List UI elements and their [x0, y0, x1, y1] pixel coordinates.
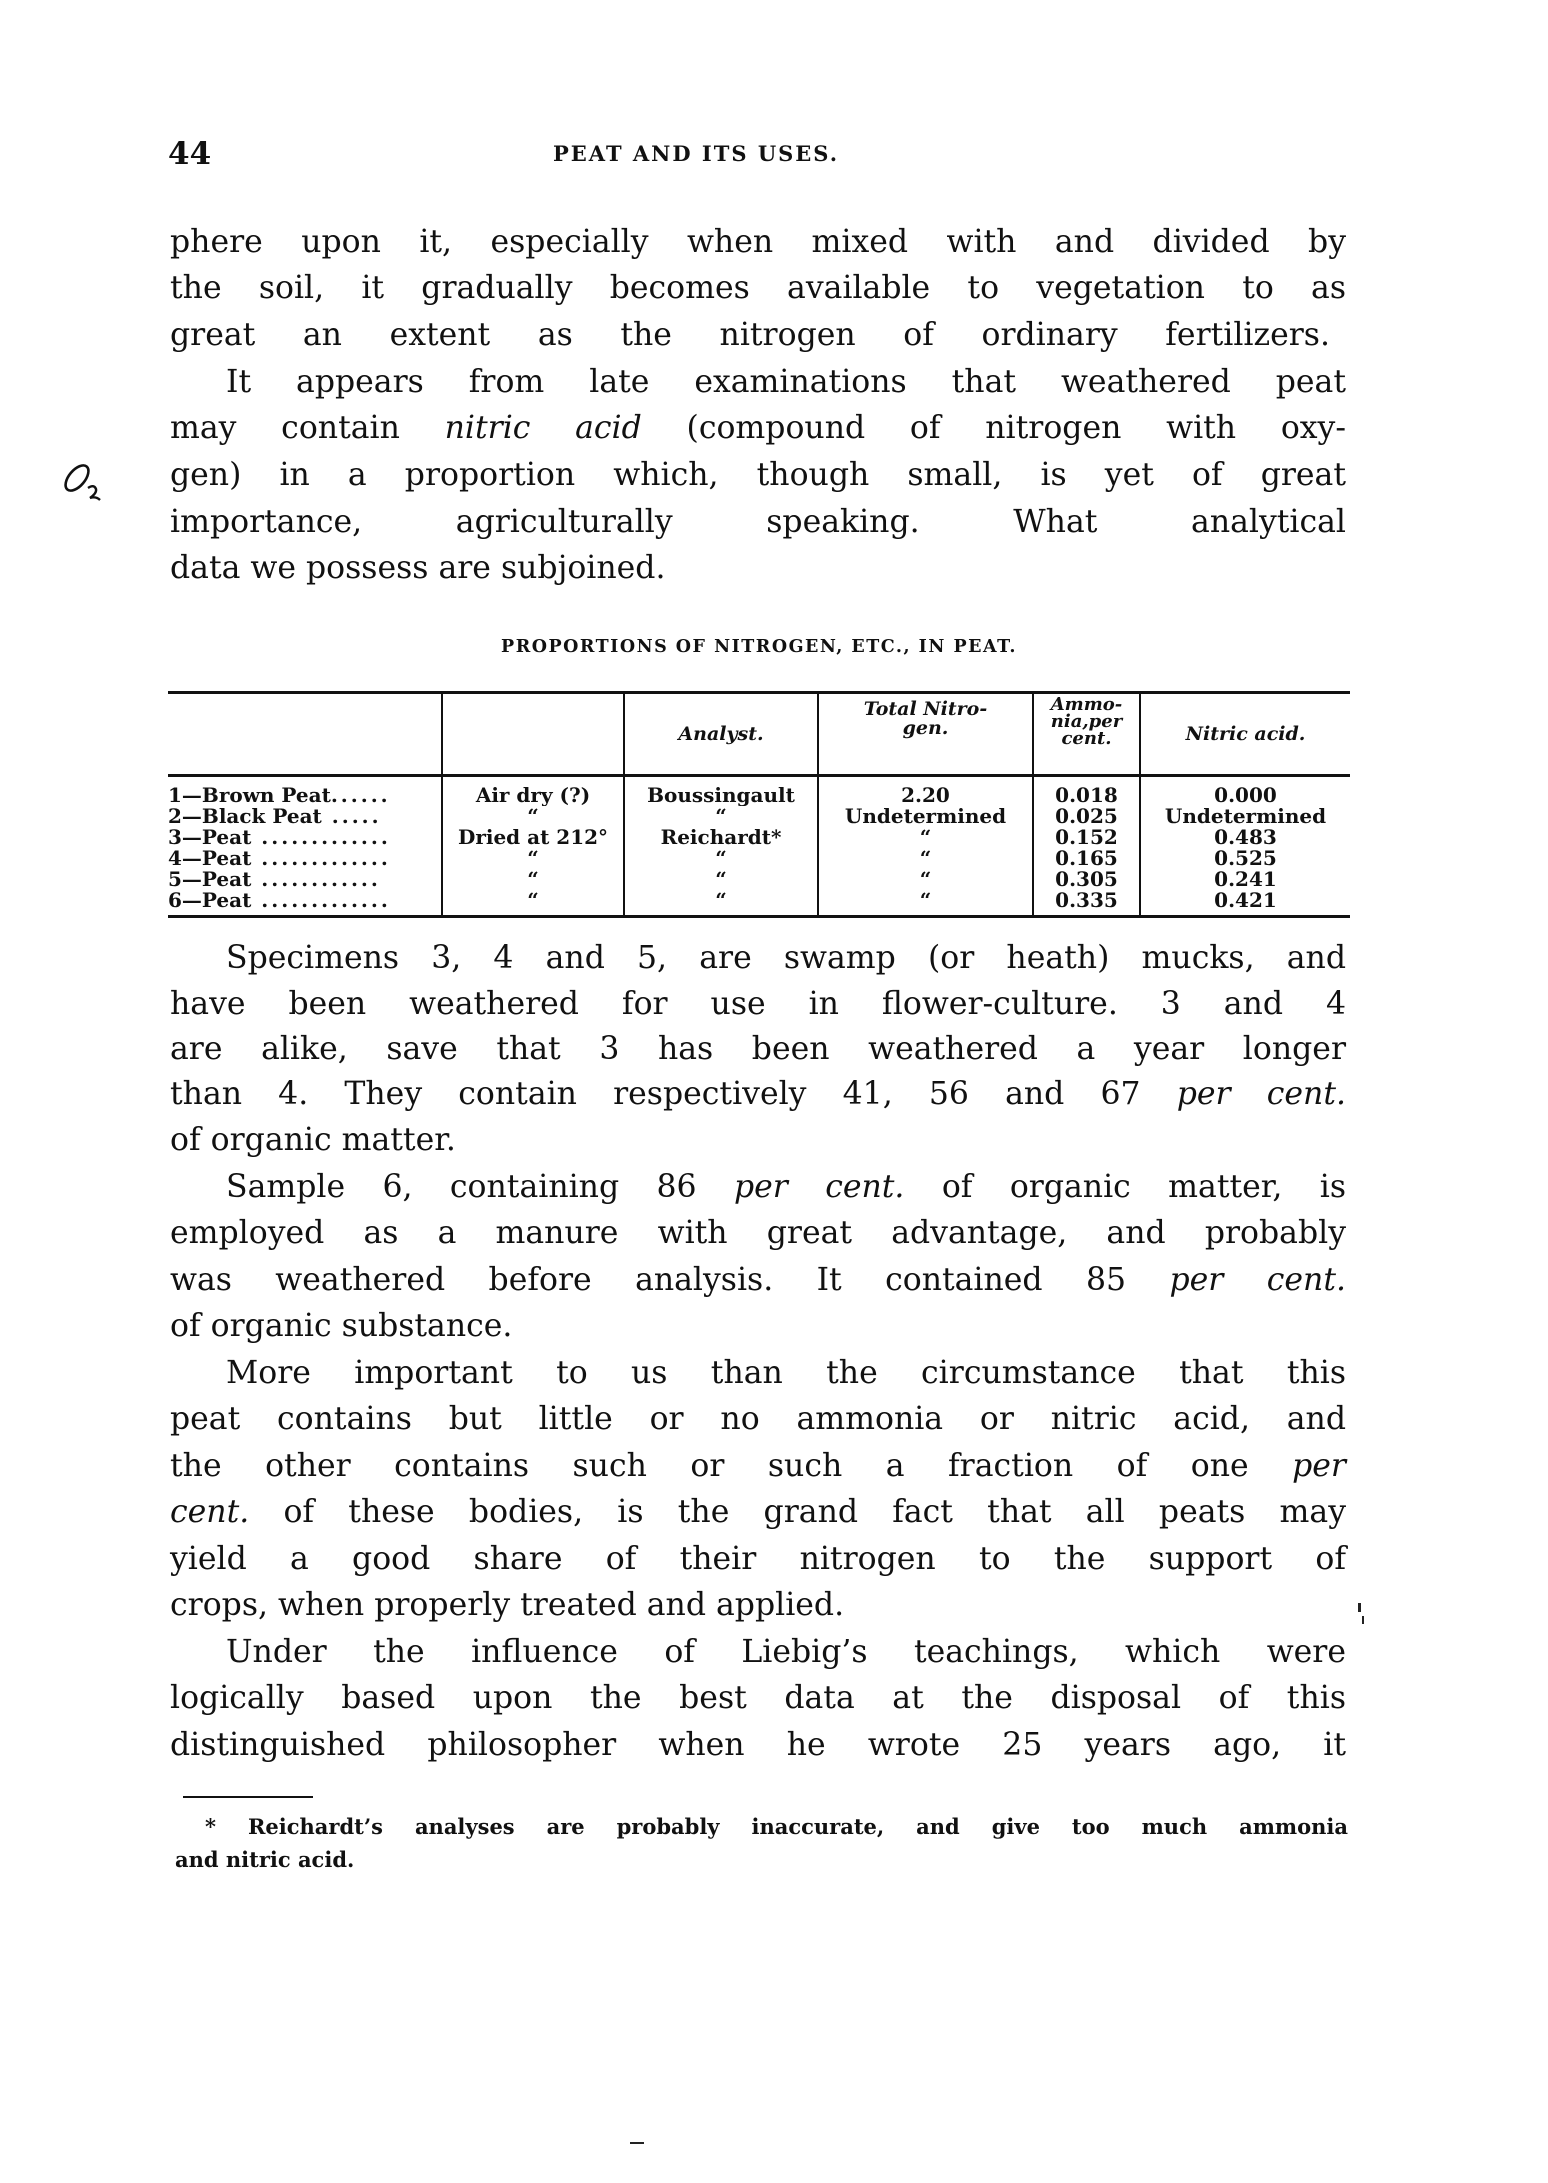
text-line: are alike, save that 3 has been weathered a year longer	[170, 1031, 1346, 1067]
analyst-cell: Boussingault	[624, 776, 818, 807]
text-line: great an extent as the nitrogen of ordinary fertilizers.	[170, 317, 1330, 353]
nitric-acid-cell: Undetermined	[1140, 806, 1350, 827]
text-line: Specimens 3, 4 and 5, are swamp (or heath) mucks, and	[226, 940, 1346, 976]
nitric-acid-cell: 0.421	[1140, 890, 1350, 917]
text-line: the soil, it gradually becomes available to vegetation to as	[170, 270, 1346, 306]
table-row	[168, 827, 1350, 848]
table-title: PROPORTIONS OF NITROGEN, ETC., IN PEAT.	[501, 637, 1017, 657]
total-nitrogen-cell: “	[818, 848, 1033, 869]
total-nitrogen-cell: “	[818, 890, 1033, 917]
table-row	[168, 848, 1350, 869]
header-total-nitrogen	[818, 693, 1033, 776]
dot-leader: .....	[321, 806, 382, 827]
ammonia-cell: 0.335	[1033, 890, 1140, 917]
analyst-cell: “	[624, 890, 818, 917]
text-line: may contain nitric acid (compound of nitrogen with oxy-	[170, 410, 1346, 446]
table-row	[168, 806, 1350, 827]
text-line: have been weathered for use in flower-culture. 3 and 4	[170, 986, 1346, 1022]
sample-cell	[168, 827, 442, 848]
text-line: It appears from late examinations that weathered peat	[226, 364, 1346, 400]
header-line: Ammo-	[1050, 694, 1123, 715]
sample-label: 3—Peat	[168, 827, 252, 848]
ammonia-cell: 0.018	[1033, 776, 1140, 807]
nitric-acid-cell: 0.241	[1140, 869, 1350, 890]
text-line: crops, when properly treated and applied.	[170, 1587, 845, 1623]
text-line: than 4. They contain respectively 41, 56 and 67 per cent.	[170, 1076, 1346, 1112]
footnote-line: * Reichardt’s analyses are probably inaccurate, and give too much ammonia	[205, 1814, 1348, 1839]
nitric-acid-cell: 0.483	[1140, 827, 1350, 848]
total-nitrogen-cell: “	[818, 869, 1033, 890]
text-line: data we possess are subjoined.	[170, 550, 666, 586]
handwritten-o2-mark-icon	[60, 460, 108, 510]
print-speck	[1362, 1616, 1364, 1624]
text-line: was weathered before analysis. It contained 85 per cent.	[170, 1262, 1346, 1298]
sample-cell	[168, 806, 442, 827]
analyst-cell: “	[624, 848, 818, 869]
condition-cell: “	[442, 806, 624, 827]
text-line: yield a good share of their nitrogen to the support of	[170, 1541, 1346, 1577]
table-row	[168, 869, 1350, 890]
dot-leader: ............	[251, 869, 381, 890]
text-line: More important to us than the circumstance that this	[226, 1355, 1346, 1391]
table-header-row	[168, 693, 1350, 776]
nitrogen-proportions-table	[168, 691, 1350, 918]
sample-cell	[168, 869, 442, 890]
condition-cell: Dried at 212°	[442, 827, 624, 848]
footnote-line: and nitric acid.	[175, 1847, 355, 1872]
sample-cell	[168, 848, 442, 869]
sample-label: 6—Peat	[168, 890, 252, 912]
header-nitric-acid: Nitric acid.	[1140, 693, 1350, 776]
total-nitrogen-cell: “	[818, 827, 1033, 848]
header-condition	[442, 693, 624, 776]
text-line: distinguished philosopher when he wrote 25 years ago, it	[170, 1727, 1346, 1763]
total-nitrogen-cell: 2.20	[818, 776, 1033, 807]
header-sample	[168, 693, 442, 776]
text-line: the other contains such or such a fraction of one per	[170, 1448, 1346, 1484]
header-analyst: Analyst.	[624, 693, 818, 776]
ammonia-cell: 0.025	[1033, 806, 1140, 827]
sample-label: 2—Black Peat	[168, 806, 322, 827]
sample-cell	[168, 890, 442, 917]
analyst-cell: “	[624, 806, 818, 827]
text-line: Under the influence of Liebig’s teachings, which were	[226, 1634, 1346, 1670]
sample-cell	[168, 776, 442, 807]
condition-cell: Air dry (?)	[442, 776, 624, 807]
text-line: of organic substance.	[170, 1308, 513, 1344]
analyst-cell: “	[624, 869, 818, 890]
nitric-acid-cell: 0.000	[1140, 776, 1350, 807]
text-line: gen) in a proportion which, though small, is yet of great	[170, 457, 1346, 493]
ammonia-cell: 0.152	[1033, 827, 1140, 848]
text-line: logically based upon the best data at the disposal of this	[170, 1680, 1346, 1716]
text-line: phere upon it, especially when mixed with and divided by	[170, 224, 1346, 260]
condition-cell: “	[442, 848, 624, 869]
header-line: cent.	[1061, 728, 1112, 749]
ammonia-cell: 0.305	[1033, 869, 1140, 890]
sample-label: 1—Brown Peat	[168, 783, 331, 806]
text-line: cent. of these bodies, is the grand fact that all peats may	[170, 1494, 1346, 1530]
ammonia-cell: 0.165	[1033, 848, 1140, 869]
text-line: of organic matter.	[170, 1122, 456, 1158]
table-row	[168, 776, 1350, 807]
header-line: gen.	[902, 717, 949, 739]
total-nitrogen-cell: Undetermined	[818, 806, 1033, 827]
dot-leader: .............	[251, 890, 391, 912]
page-number: 44	[168, 136, 212, 172]
sample-label: 5—Peat	[168, 869, 252, 890]
header-line: Total Nitro-	[863, 698, 988, 720]
print-speck	[1358, 1603, 1361, 1612]
table-row	[168, 890, 1350, 917]
text-line: peat contains but little or no ammonia or nitric acid, and	[170, 1401, 1346, 1437]
dot-leader: .............	[251, 848, 391, 869]
header-line: nia,per	[1050, 711, 1123, 732]
footnote-rule	[183, 1796, 313, 1798]
analyst-cell: Reichardt*	[624, 827, 818, 848]
text-line: Sample 6, containing 86 per cent. of organic matter, is	[226, 1169, 1346, 1205]
running-head-title: PEAT AND ITS USES.	[553, 141, 840, 166]
condition-cell: “	[442, 869, 624, 890]
text-line: importance, agriculturally speaking. What analytical	[170, 504, 1346, 540]
dot-leader: .............	[251, 827, 391, 848]
print-dash	[630, 2142, 644, 2144]
nitric-acid-cell: 0.525	[1140, 848, 1350, 869]
sample-label: 4—Peat	[168, 848, 252, 869]
condition-cell: “	[442, 890, 624, 917]
text-line: employed as a manure with great advantage, and probably	[170, 1215, 1346, 1251]
header-ammonia	[1033, 693, 1140, 776]
dot-leader: ......	[330, 783, 391, 806]
